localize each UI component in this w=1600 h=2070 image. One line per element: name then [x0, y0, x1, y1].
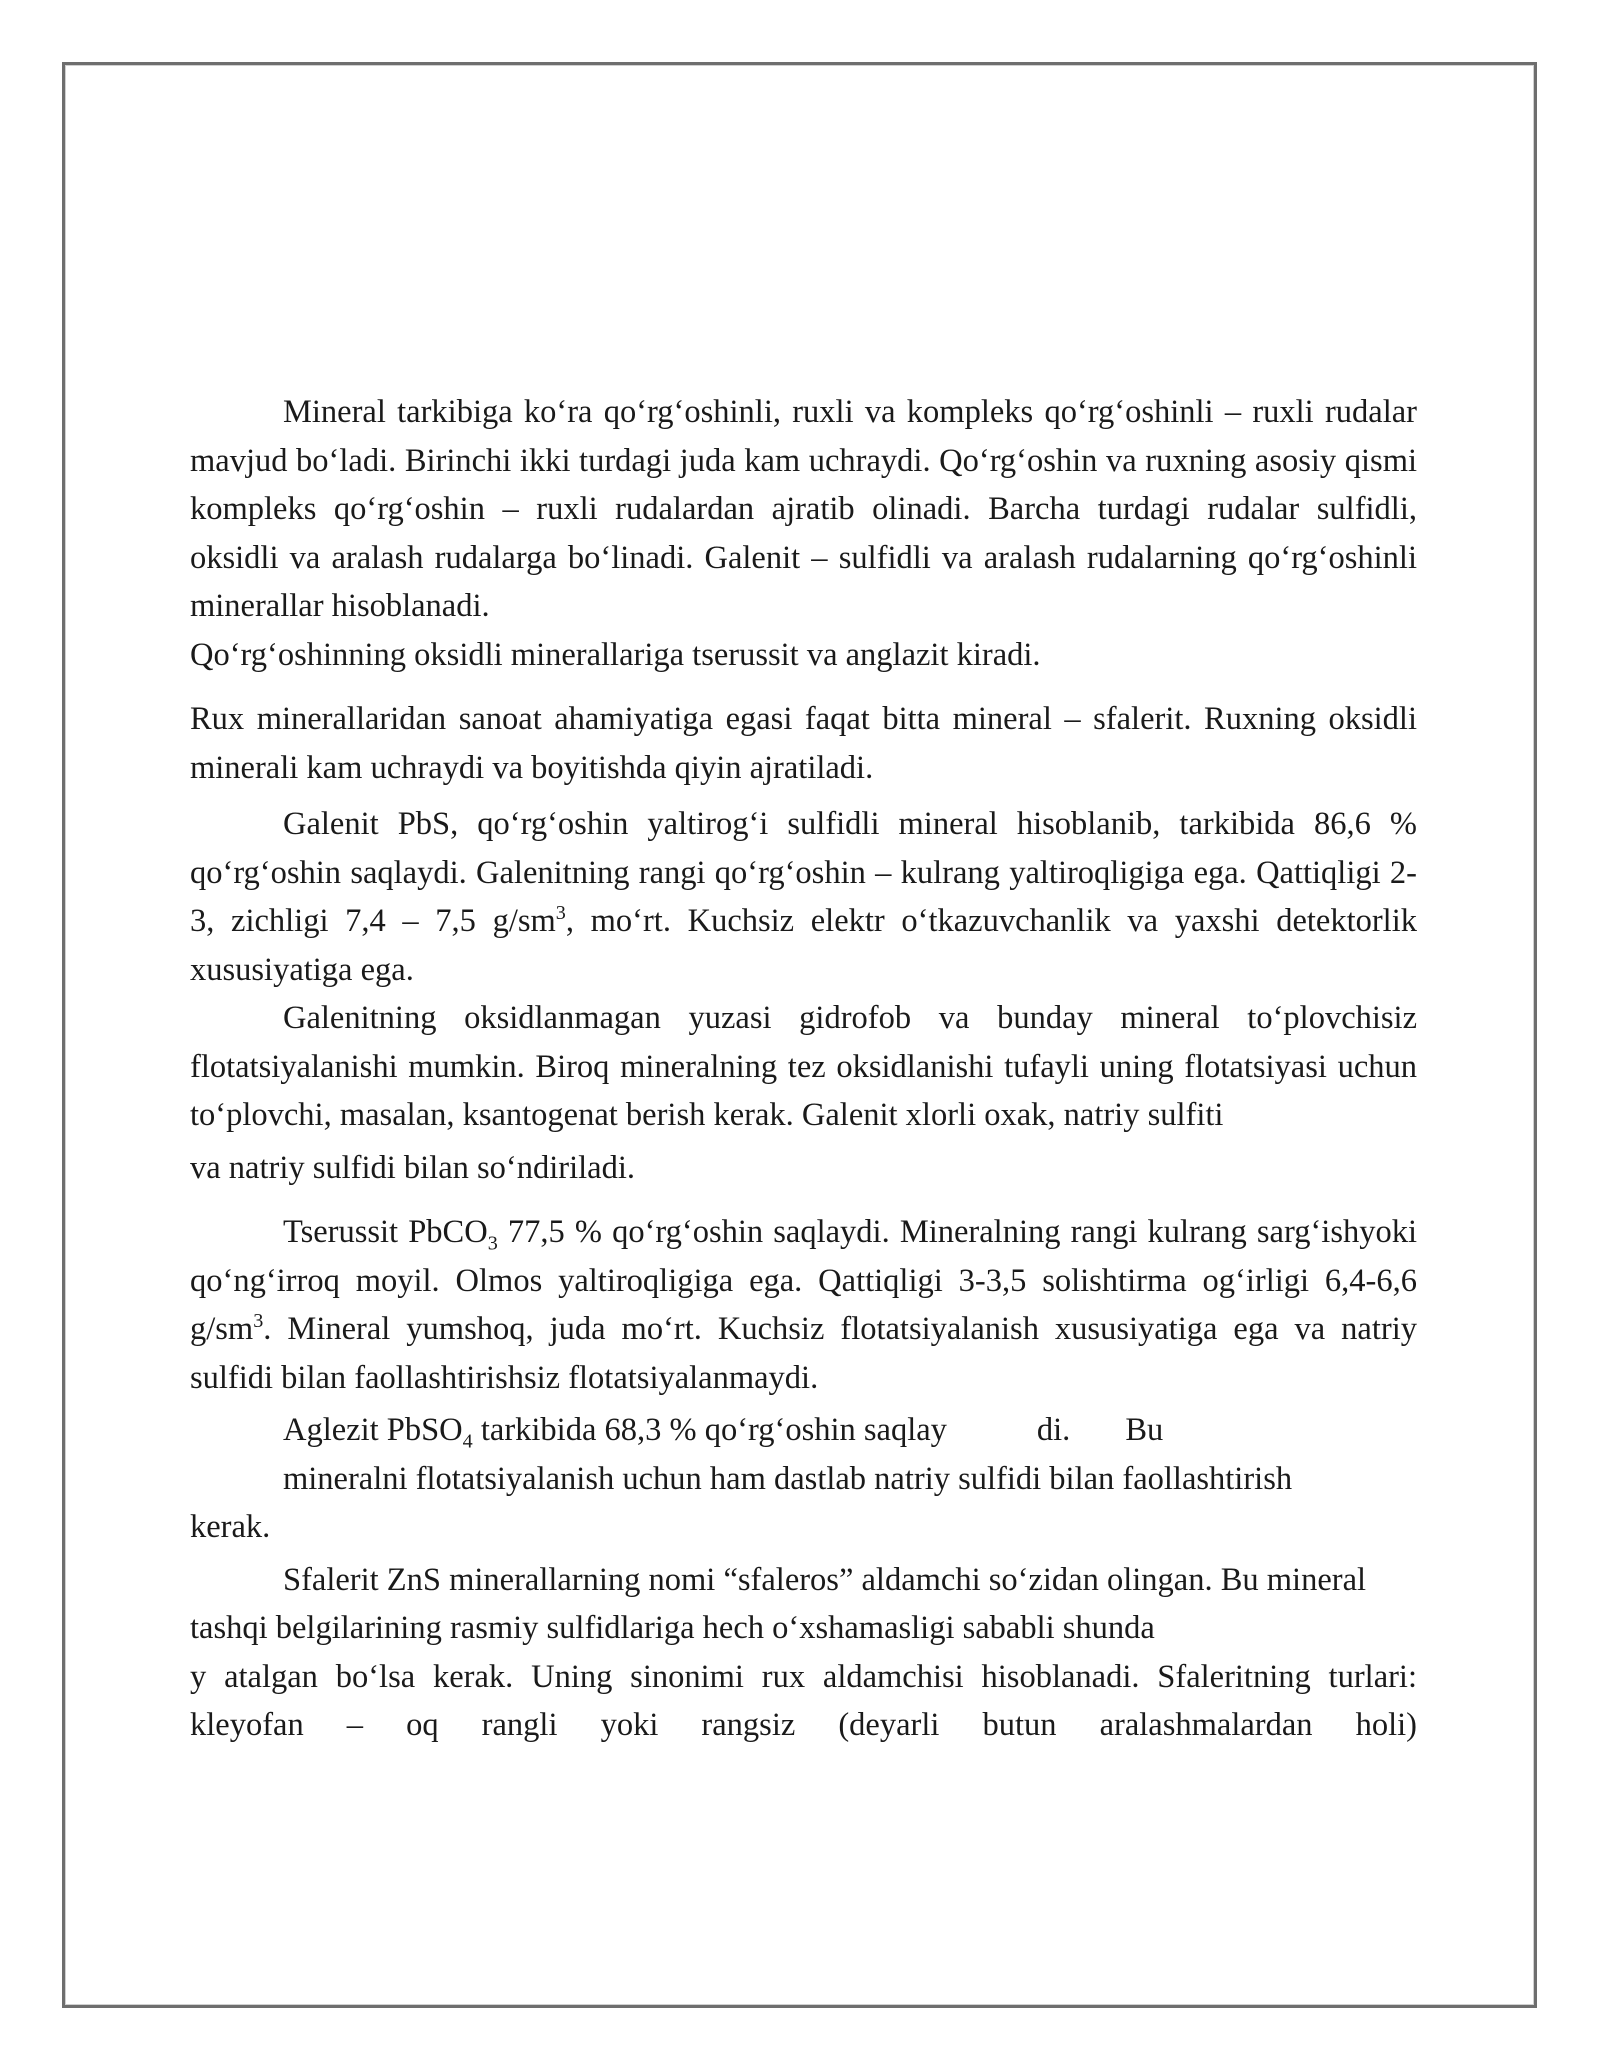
anglesite-text-3: di.: [1036, 1412, 1071, 1448]
document-body: [190, 388, 1417, 1750]
anglesite-line-3: kerak.: [190, 1509, 271, 1545]
anglesite-subscript: 4: [462, 1430, 473, 1453]
paragraph-sphalerite: [190, 1556, 1417, 1750]
anglesite-text-1: Aglezit PbSO: [283, 1412, 463, 1448]
cerussite-subscript: 3: [487, 1232, 498, 1255]
paragraph-zinc-minerals: Rux minerallaridan sanoat ahamiyatiga egasi faqat bitta mineral – sfalerit. Ruxning oksidli minerali kam uchraydi va boyitishda qiyin ajratiladi.: [190, 701, 1417, 786]
paragraph-ore-types: Mineral tarkibiga ko‘ra qo‘rg‘oshinli, ruxli va kompleks qo‘rg‘oshinli – ruxli rudalar mavjud bo‘ladi. Birinchi ikki turdagi juda kam uchraydi. Qo‘rg‘oshin va ruxning asosiy qismi kompleks qo‘rg‘oshin – ruxli rudalardan ajratib olinadi. Barcha turdagi rudalar sulfidli, oksidli va aralash rudalarga bo‘linadi. Galenit – sulfidli va aralash rudalarning qo‘rg‘oshinli minerallar hisoblanadi.: [190, 394, 1417, 624]
paragraph-galena-flotation: Galenitning oksidlanmagan yuzasi gidrofob va bunday mineral to‘plovchisiz flotatsiyalanishi mumkin. Biroq mineralning tez oksidlanishi tufayli uning flotatsiyasi uchun to‘plovchi, masalan, ksantogenat berish kerak. Galenit xlorli oxak, natriy sulfiti: [190, 1000, 1417, 1133]
galena-superscript: 3: [555, 902, 566, 925]
paragraph-lead-oxide-minerals: Qo‘rg‘oshinning oksidli minerallariga tserussit va anglazit kiradi.: [190, 636, 1041, 673]
anglesite-text-2: tarkibida 68,3 % qo‘rg‘oshin saqlay: [472, 1412, 947, 1448]
sphalerite-text-2: y atalgan bo‘lsa kerak. Uning sinonimi rux aldamchisi hisoblanadi. Sfaleritning turlari: kleyofan – oq rangli yoki rangsiz (deyarli butun aralashmalardan holi): [190, 1658, 1417, 1743]
cerussite-text-3: . Mineral yumshoq, juda mo‘rt. Kuchsiz flotatsiyalanish xususiyatiga ega va natriy sulfidi bilan faollashtirishsiz flotatsiyalanmaydi.: [190, 1311, 1417, 1396]
anglesite-text-4: Bu: [1125, 1412, 1164, 1448]
paragraph-galena: [190, 800, 1417, 994]
galena-text-2: , mo‘rt. Kuchsiz elektr o‘tkazuvchanlik va yaxshi detektorlik xususiyatiga ega.: [190, 903, 1417, 988]
paragraph-galena-depression: va natriy sulfidi bilan so‘ndiriladi.: [190, 1149, 635, 1186]
sphalerite-text-1: Sfalerit ZnS minerallarning nomi “sfaleros” aldamchi so‘zidan olingan. Bu mineral tashqi belgilarining rasmiy sulfidlariga hech o‘xshamasligi sababli shunda: [190, 1561, 1367, 1646]
anglesite-line-2: mineralni flotatsiyalanish uchun ham dastlab natriy sulfidi bilan faollashtirish: [283, 1460, 1293, 1497]
galena-text-1: Galenit PbS, qo‘rg‘oshin yaltirog‘i sulfidli mineral hisoblanib, tarkibida 86,6 % qo‘rg‘oshin saqlaydi. Galenitning rangi qo‘rg‘oshin – kulrang yaltiroqligiga ega. Qattiqligi 2-3, zichligi 7,4 – 7,5 g/sm: [190, 806, 1417, 939]
cerussite-text-1: Tserussit PbCO: [283, 1214, 488, 1250]
paragraph-cerussite: [190, 1208, 1417, 1402]
cerussite-text-2: 77,5 % qo‘rg‘oshin saqlaydi. Mineralning rangi kulrang sarg‘ishyoki qo‘ng‘irroq moyil. Olmos yaltiroqligiga ega. Qattiqligi 3-3,5 solishtirma og‘irligi 6,4-6,6 g/sm: [190, 1214, 1417, 1347]
cerussite-superscript: 3: [253, 1310, 264, 1333]
anglesite-line-1: [190, 1406, 1417, 1455]
paragraph-anglesite: [190, 1406, 1417, 1552]
